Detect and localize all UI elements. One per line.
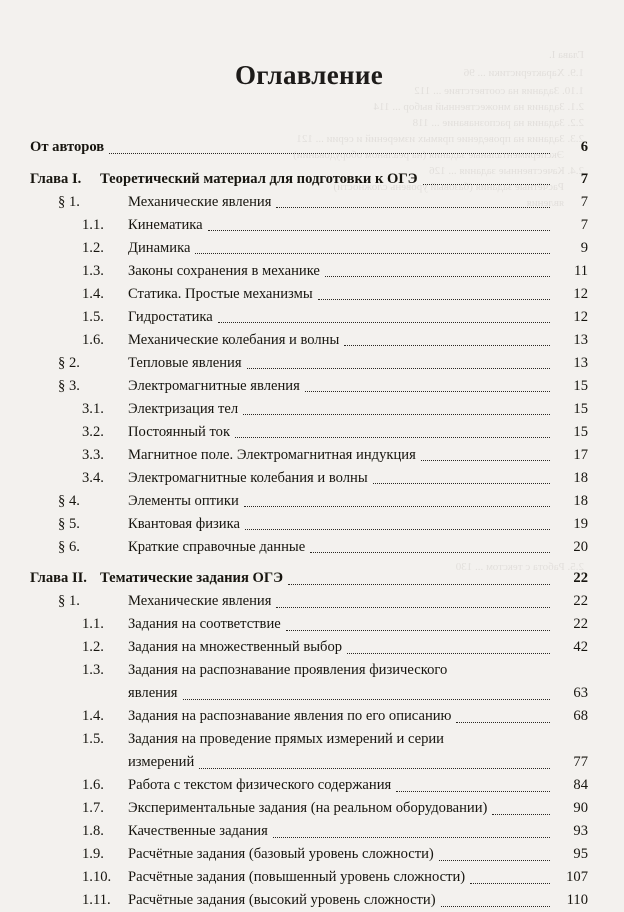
toc-entry[interactable]	[30, 215, 588, 237]
toc-entry-label: 1.6.	[82, 777, 104, 793]
toc-entry-page: 84	[573, 777, 588, 793]
toc-entry-page: 7	[580, 193, 588, 210]
toc-entry[interactable]	[30, 445, 588, 467]
toc-entry-label: 1.1.	[82, 216, 104, 233]
leader-dots	[183, 698, 550, 700]
table-of-contents	[30, 137, 588, 912]
leader-dots	[273, 836, 550, 838]
leader-dots	[276, 206, 550, 208]
toc-entry-label: 1.2.	[82, 639, 104, 655]
toc-entry-page: 107	[566, 869, 588, 885]
toc-entry[interactable]	[30, 399, 588, 421]
toc-entry-label: 1.2.	[82, 239, 104, 256]
toc-entry[interactable]	[30, 261, 588, 283]
toc-entry-label: От авторов	[30, 139, 105, 155]
toc-entry-page: 20	[573, 538, 588, 555]
toc-entry-label: § 1.	[58, 593, 80, 609]
toc-entry-label: § 5.	[58, 515, 80, 532]
toc-entry-title: Экспериментальные задания (на реальном оборудовании)	[128, 800, 488, 816]
toc-entry-label: 1.5.	[82, 731, 104, 747]
toc-entry[interactable]	[30, 514, 588, 536]
leader-dots	[456, 721, 550, 723]
toc-entry-title: Механические явления	[128, 193, 272, 210]
toc-entry-continuation[interactable]	[30, 752, 588, 774]
leader-dots	[199, 767, 550, 769]
toc-entry[interactable]	[30, 729, 588, 751]
toc-entry-page: 15	[573, 400, 588, 417]
toc-entry-title: Магнитное поле. Электромагнитная индукция	[128, 446, 416, 463]
toc-entry-title-line2: измерений	[128, 754, 195, 770]
toc-entry-label: § 2.	[58, 354, 80, 371]
toc-entry[interactable]	[30, 614, 588, 636]
toc-entry-page: 22	[573, 593, 588, 609]
leader-dots	[344, 344, 550, 346]
toc-entry-title: Механические явления	[128, 593, 272, 609]
toc-entry-title: Электромагнитные колебания и волны	[128, 469, 368, 486]
toc-entry-label: 1.3.	[82, 662, 104, 678]
toc-entry-page: 15	[573, 377, 588, 394]
toc-entry-title: Электромагнитные явления	[128, 377, 300, 394]
toc-entry-page: 18	[573, 492, 588, 509]
leader-dots	[243, 413, 550, 415]
toc-entry[interactable]	[30, 568, 588, 590]
ghost-line: 2.3. Задания на проведение прямых измерений и серии ... 121	[296, 133, 584, 145]
toc-entry-page: 90	[573, 800, 588, 816]
leader-dots	[245, 528, 550, 530]
leader-dots	[441, 905, 550, 907]
leader-dots	[318, 298, 550, 300]
leader-dots	[310, 551, 550, 553]
toc-entry[interactable]	[30, 491, 588, 513]
toc-entry-continuation[interactable]	[30, 683, 588, 705]
toc-entry[interactable]	[30, 284, 588, 306]
leader-dots	[109, 152, 550, 154]
toc-entry[interactable]	[30, 330, 588, 352]
toc-entry-label: 1.4.	[82, 708, 104, 724]
toc-entry[interactable]	[30, 353, 588, 375]
toc-entry-title: Динамика	[128, 239, 191, 256]
toc-entry[interactable]	[30, 169, 588, 191]
toc-entry-page: 22	[573, 570, 588, 586]
toc-entry-page: 19	[573, 515, 588, 532]
ghost-line: 2.2. Задания на распознавание ... 118	[412, 117, 584, 129]
toc-entry-label: 1.8.	[82, 823, 104, 839]
leader-dots	[244, 505, 550, 507]
toc-entry-title: Расчётные задания (базовый уровень сложности)	[128, 846, 434, 862]
toc-entry-label: 1.11.	[82, 892, 111, 908]
leader-dots	[470, 882, 550, 884]
toc-entry[interactable]	[30, 591, 588, 613]
toc-entry[interactable]	[30, 637, 588, 659]
toc-entry-page: 13	[573, 331, 588, 348]
toc-entry-page: 13	[573, 354, 588, 371]
toc-entry-label: 1.9.	[82, 846, 104, 862]
toc-entry-label: Глава I.	[30, 170, 82, 187]
toc-entry-title: Расчётные задания (высокий уровень сложности)	[128, 892, 436, 908]
toc-entry-page: 17	[573, 446, 588, 463]
toc-entry-page: 12	[573, 308, 588, 325]
toc-entry-title: Качественные задания	[128, 823, 268, 839]
page-title: Оглавление	[235, 60, 383, 90]
toc-entry-page: 6	[580, 139, 588, 155]
toc-entry-title: Задания на распознавание проявления физического	[128, 662, 448, 678]
toc-entry[interactable]	[30, 422, 588, 444]
toc-entry-label: 3.2.	[82, 423, 104, 440]
toc-entry[interactable]	[30, 867, 588, 889]
leader-dots	[347, 652, 550, 654]
toc-entry-label: § 4.	[58, 492, 80, 509]
toc-entry-title: Механические колебания и волны	[128, 331, 340, 348]
leader-dots	[276, 606, 550, 608]
toc-entry-title: Тематические задания ОГЭ	[100, 570, 284, 586]
ghost-line: явления	[526, 197, 564, 209]
toc-entry-title: Кинематика	[128, 216, 203, 233]
ghost-line: 2.1. Задания на множественный выбор ... 114	[373, 101, 584, 113]
toc-entry-page: 77	[573, 754, 588, 770]
ghost-line: Расчётные задания (базовый уровень сложности)	[333, 181, 564, 193]
toc-entry-label: 3.1.	[82, 400, 104, 417]
leader-dots	[195, 252, 550, 254]
toc-entry-title: Работа с текстом физического содержания	[128, 777, 392, 793]
toc-entry-title: Задания на множественный выбор	[128, 639, 343, 655]
toc-entry-title-line2: явления	[128, 685, 178, 701]
toc-entry-page: 9	[580, 239, 588, 256]
leader-dots	[423, 183, 550, 185]
toc-entry-label: 1.1.	[82, 616, 104, 632]
toc-entry-title: Квантовая физика	[128, 515, 240, 532]
leader-dots	[218, 321, 550, 323]
toc-entry[interactable]	[30, 890, 588, 912]
toc-entry-page: 11	[573, 262, 588, 279]
leader-dots	[235, 436, 550, 438]
leader-dots	[492, 813, 550, 815]
leader-dots	[325, 275, 550, 277]
toc-entry-label: § 6.	[58, 538, 80, 555]
toc-entry-title: Краткие справочные данные	[128, 538, 306, 555]
toc-entry-label: Глава II.	[30, 570, 87, 586]
toc-entry[interactable]	[30, 821, 588, 843]
toc-entry-label: 3.3.	[82, 446, 104, 463]
toc-entry-label: 1.10.	[82, 869, 112, 885]
toc-entry-title: Гидростатика	[128, 308, 213, 325]
toc-entry-title: Задания на распознавание явления по его описанию	[128, 708, 452, 724]
toc-entry-title: Задания на соответствие	[128, 616, 281, 632]
toc-entry-page: 63	[573, 685, 588, 701]
toc-entry[interactable]	[30, 376, 588, 398]
toc-entry-page: 93	[573, 823, 588, 839]
leader-dots	[208, 229, 550, 231]
toc-entry-label: § 1.	[58, 193, 80, 210]
toc-entry-title: Расчётные задания (повышенный уровень сложности)	[128, 869, 466, 885]
toc-entry-label: § 3.	[58, 377, 80, 394]
toc-entry[interactable]	[30, 844, 588, 866]
toc-entry-page: 95	[573, 846, 588, 862]
toc-entry[interactable]	[30, 192, 588, 214]
toc-entry-title: Статика. Простые механизмы	[128, 285, 313, 302]
leader-dots	[439, 859, 550, 861]
toc-entry-label: 3.4.	[82, 469, 104, 486]
toc-entry-label: 1.7.	[82, 800, 104, 816]
ghost-line: Глава I.	[549, 49, 584, 61]
toc-entry[interactable]	[30, 660, 588, 682]
toc-entry-title: Теоретический материал для подготовки к ОГЭ	[100, 170, 418, 187]
toc-entry-page: 42	[573, 639, 588, 655]
leader-dots	[396, 790, 550, 792]
toc-entry[interactable]	[30, 706, 588, 728]
toc-entry[interactable]	[30, 468, 588, 490]
toc-entry-label: 1.5.	[82, 308, 104, 325]
toc-entry[interactable]	[30, 775, 588, 797]
leader-dots	[286, 629, 550, 631]
toc-entry-title: Законы сохранения в механике	[128, 262, 320, 279]
toc-entry[interactable]	[30, 798, 588, 820]
toc-entry-title: Элементы оптики	[128, 492, 239, 509]
leader-dots	[305, 390, 550, 392]
toc-entry-page: 7	[580, 170, 588, 187]
toc-entry-title: Электризация тел	[128, 400, 239, 417]
toc-entry[interactable]	[30, 137, 588, 159]
toc-entry-page: 68	[573, 708, 588, 724]
toc-entry-page: 12	[573, 285, 588, 302]
leader-dots	[421, 459, 550, 461]
ghost-line: 1.10. Задания на соответствие ... 112	[414, 85, 584, 97]
ghost-line: 1.9. Характеристики ... 96	[463, 67, 584, 79]
toc-entry[interactable]	[30, 238, 588, 260]
toc-entry-title: Тепловые явления	[128, 354, 242, 371]
toc-entry-label: 1.3.	[82, 262, 104, 279]
toc-entry-title: Задания на проведение прямых измерений и серии	[128, 731, 444, 747]
leader-dots	[373, 482, 550, 484]
toc-entry-page: 22	[573, 616, 588, 632]
toc-entry-label: 1.4.	[82, 285, 104, 302]
toc-entry-page: 110	[566, 892, 588, 908]
toc-entry-title: Постоянный ток	[128, 423, 231, 440]
toc-entry-page: 15	[573, 423, 588, 440]
toc-entry-page: 7	[580, 216, 588, 233]
ghost-line: 2.4. Качественные задания ... 126	[429, 165, 584, 177]
toc-entry[interactable]	[30, 307, 588, 329]
toc-entry-label: 1.6.	[82, 331, 104, 348]
ghost-line: 2.5. Работа с текстом ... 130	[455, 561, 584, 573]
ghost-line: Экспериментальные задания (на реальном оборудовании)	[293, 149, 564, 161]
leader-dots	[288, 583, 550, 585]
toc-entry[interactable]	[30, 537, 588, 559]
toc-entry-page: 18	[573, 469, 588, 486]
leader-dots	[247, 367, 550, 369]
